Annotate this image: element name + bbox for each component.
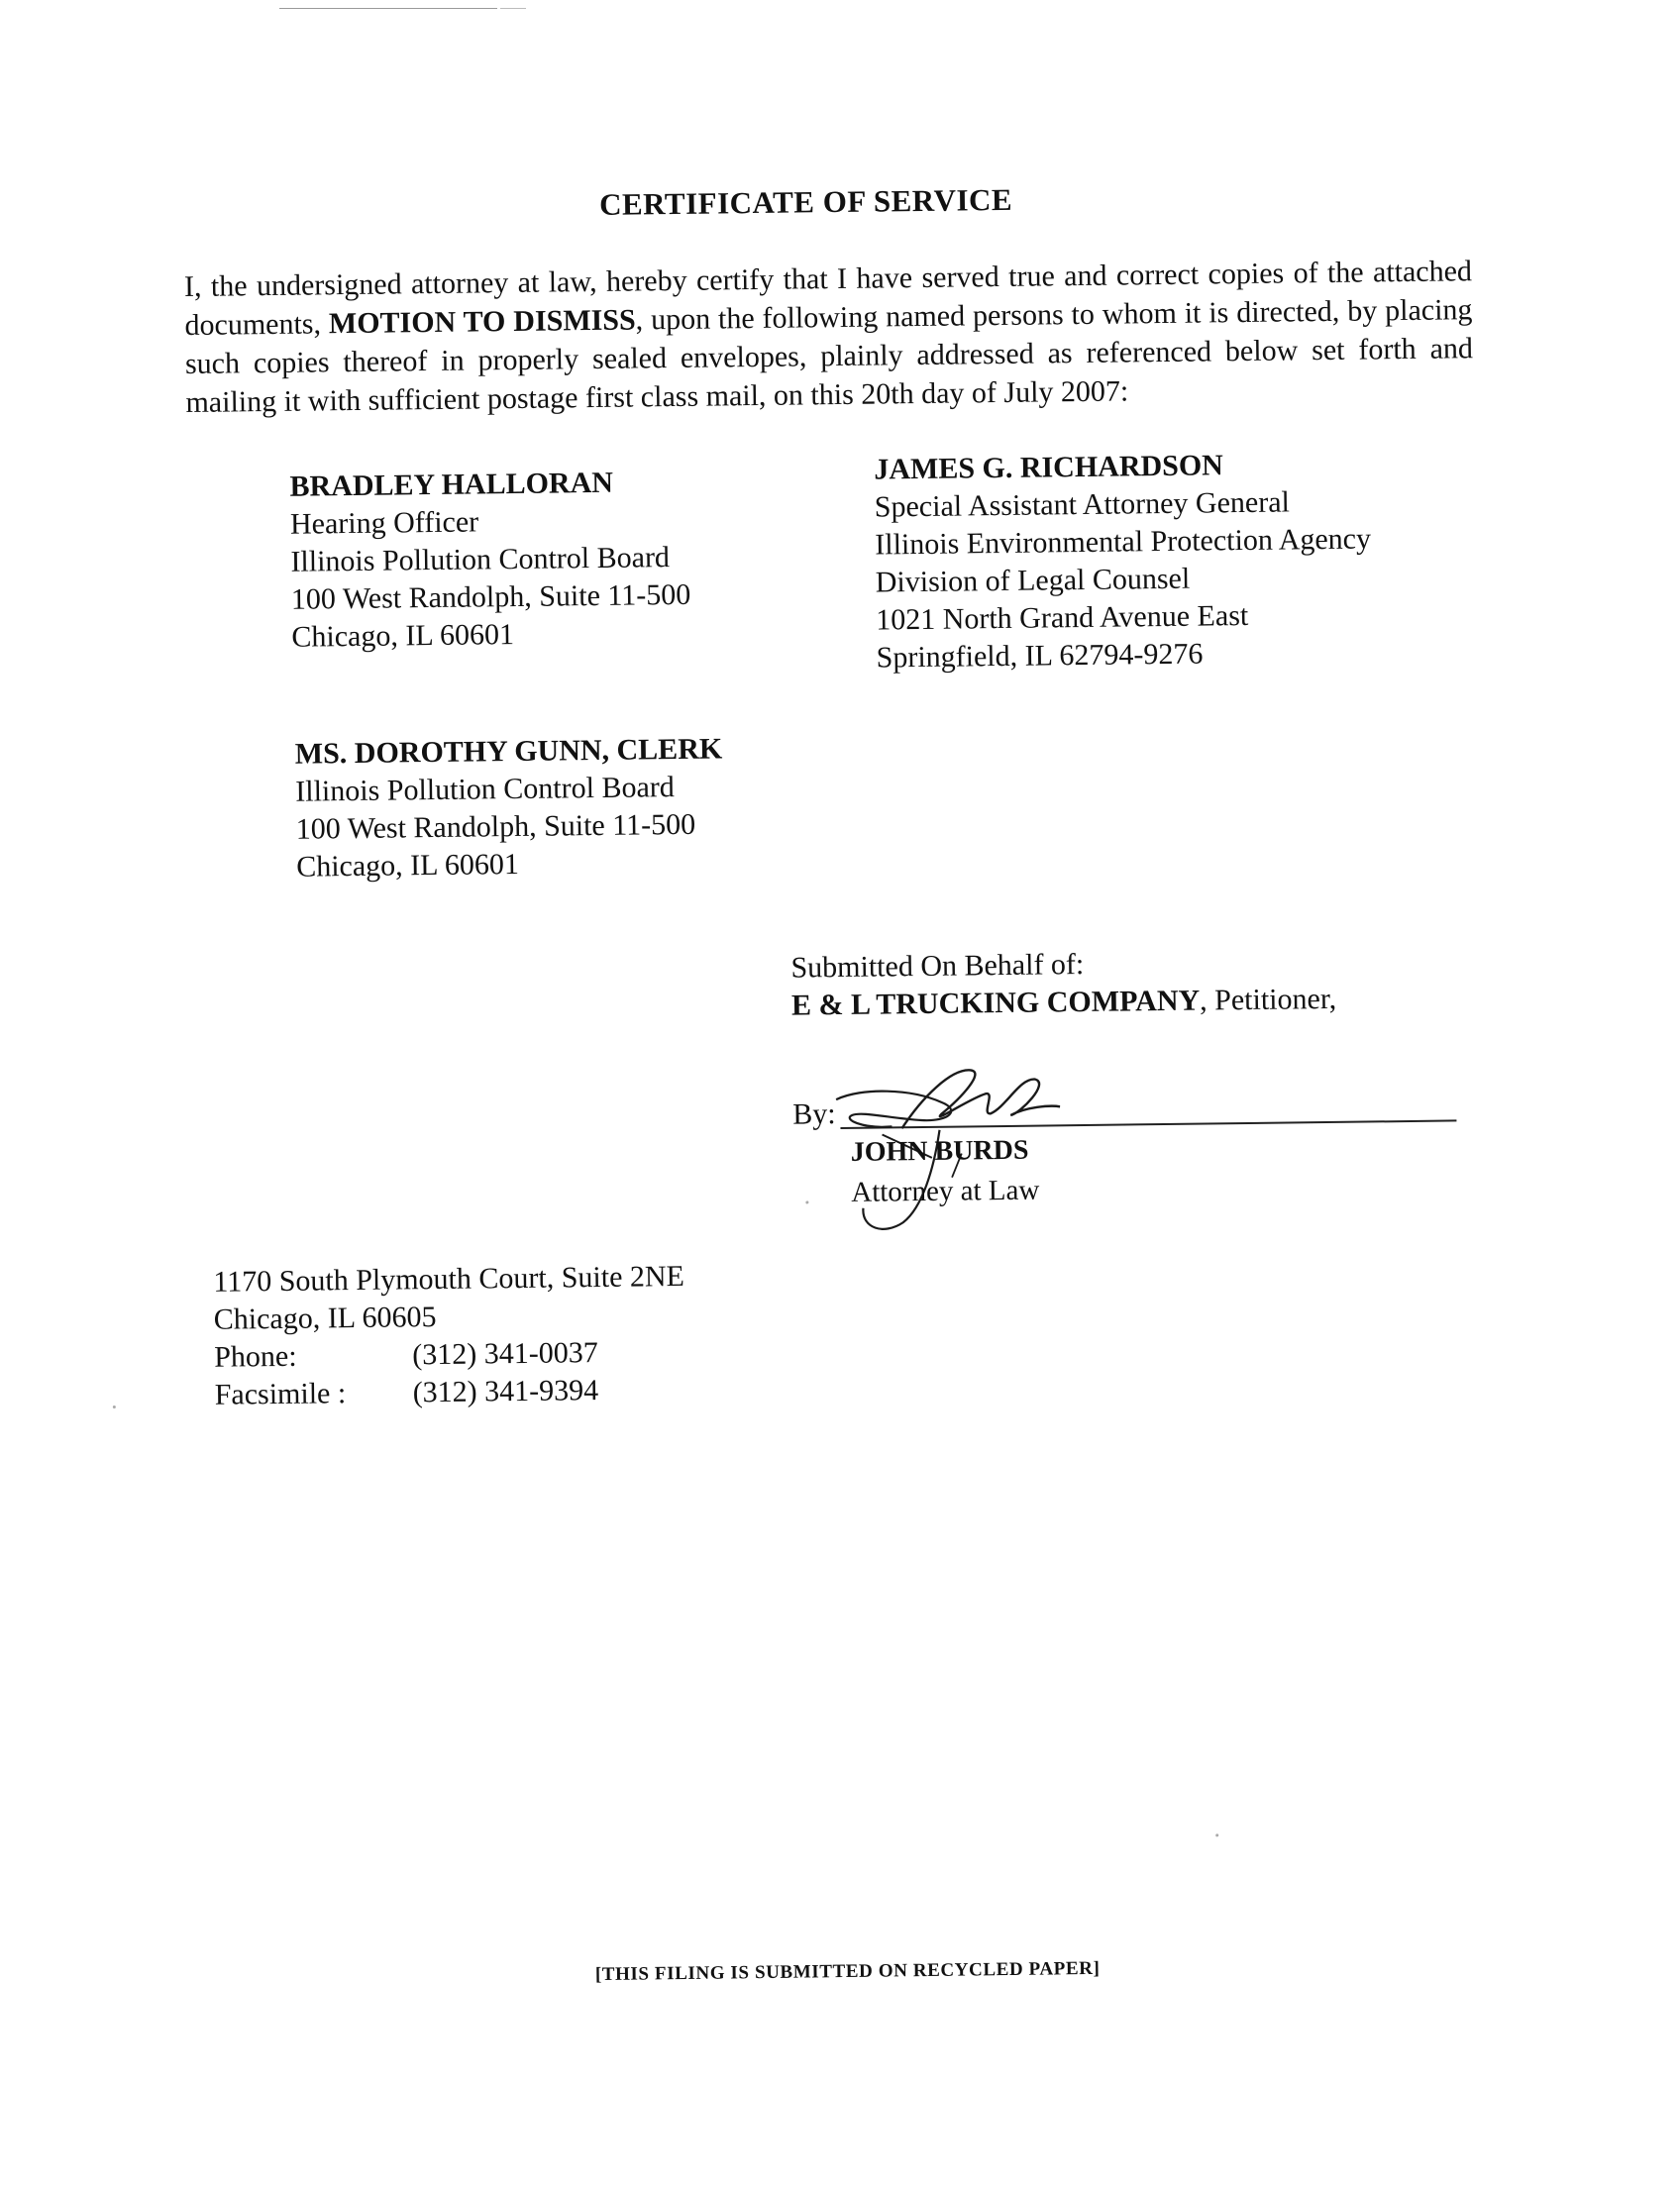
recipient-line: Illinois Environmental Protection Agency	[875, 522, 1372, 562]
fax-label: Facsimile :	[214, 1377, 347, 1411]
recipient-halloran	[289, 464, 691, 657]
recipient-line: Division of Legal Counsel	[875, 562, 1191, 599]
scan-speck	[113, 1406, 116, 1408]
phone-number: (312) 341-0037	[412, 1336, 598, 1372]
recipient-line: Illinois Pollution Control Board	[295, 771, 675, 808]
fax-row	[214, 1371, 685, 1414]
certification-text-end: , upon the following named persons to whom it is directed, by placing such copies thereof in properly sealed envelopes, plainly addressed as referenced below set forth and mailing it with sufficient postage first class mail, on this 20th day of July 2007:	[184, 293, 1474, 420]
recipient-gunn	[295, 730, 724, 886]
attorney-title: Attorney at Law	[851, 1174, 1040, 1208]
phone-label: Phone:	[214, 1339, 297, 1374]
submitted-on-behalf	[790, 943, 1336, 1025]
address-city: Chicago, IL 60605	[213, 1301, 437, 1336]
petitioner-line	[791, 981, 1337, 1025]
attorney-address	[213, 1258, 685, 1414]
recycled-paper-notice: [THIS FILING IS SUBMITTED ON RECYCLED PAPER]	[594, 1957, 1101, 1986]
recipient-line: Illinois Pollution Control Board	[290, 541, 671, 578]
by-label: By:	[792, 1097, 836, 1131]
document-title: CERTIFICATE OF SERVICE	[598, 181, 1013, 222]
certification-paragraph	[184, 252, 1474, 422]
recipient-line: Hearing Officer	[289, 505, 479, 541]
firm-name: E & L TRUCKING COMPANY	[790, 984, 1201, 1022]
recipient-line: 100 West Randolph, Suite 11-500	[290, 577, 691, 616]
document-name: MOTION TO DISMISS	[328, 303, 636, 341]
recipient-name: JAMES G. RICHARDSON	[874, 449, 1224, 486]
recipient-line: Chicago, IL 60601	[291, 618, 515, 654]
recipient-line: Springfield, IL 62794-9276	[876, 637, 1204, 675]
scan-speck	[805, 1200, 808, 1203]
address-street: 1170 South Plymouth Court, Suite 2NE	[213, 1259, 685, 1299]
phone-row	[214, 1333, 685, 1377]
recipient-line: Special Assistant Attorney General	[874, 485, 1291, 524]
recipient-name: MS. DOROTHY GUNN, CLERK	[294, 732, 723, 771]
petitioner-role: , Petitioner,	[1199, 982, 1337, 1017]
scan-speck	[1215, 1833, 1218, 1836]
recipient-line: 100 West Randolph, Suite 11-500	[295, 807, 696, 846]
recipient-richardson	[874, 445, 1372, 677]
submitted-label: Submitted On Behalf of:	[790, 948, 1085, 985]
signature-block	[792, 1062, 1468, 1248]
fax-number: (312) 341-9394	[412, 1374, 599, 1409]
attorney-name: JOHN BURDS	[850, 1134, 1029, 1168]
certification-text-start: I, the undersigned attorney at law, hereby certify that I have served true and correct copies of the attached documents,	[183, 255, 1473, 343]
recipient-line: 1021 North Grand Avenue East	[876, 598, 1249, 637]
recipient-name: BRADLEY HALLORAN	[289, 466, 614, 503]
recipient-line: Chicago, IL 60601	[296, 847, 520, 884]
